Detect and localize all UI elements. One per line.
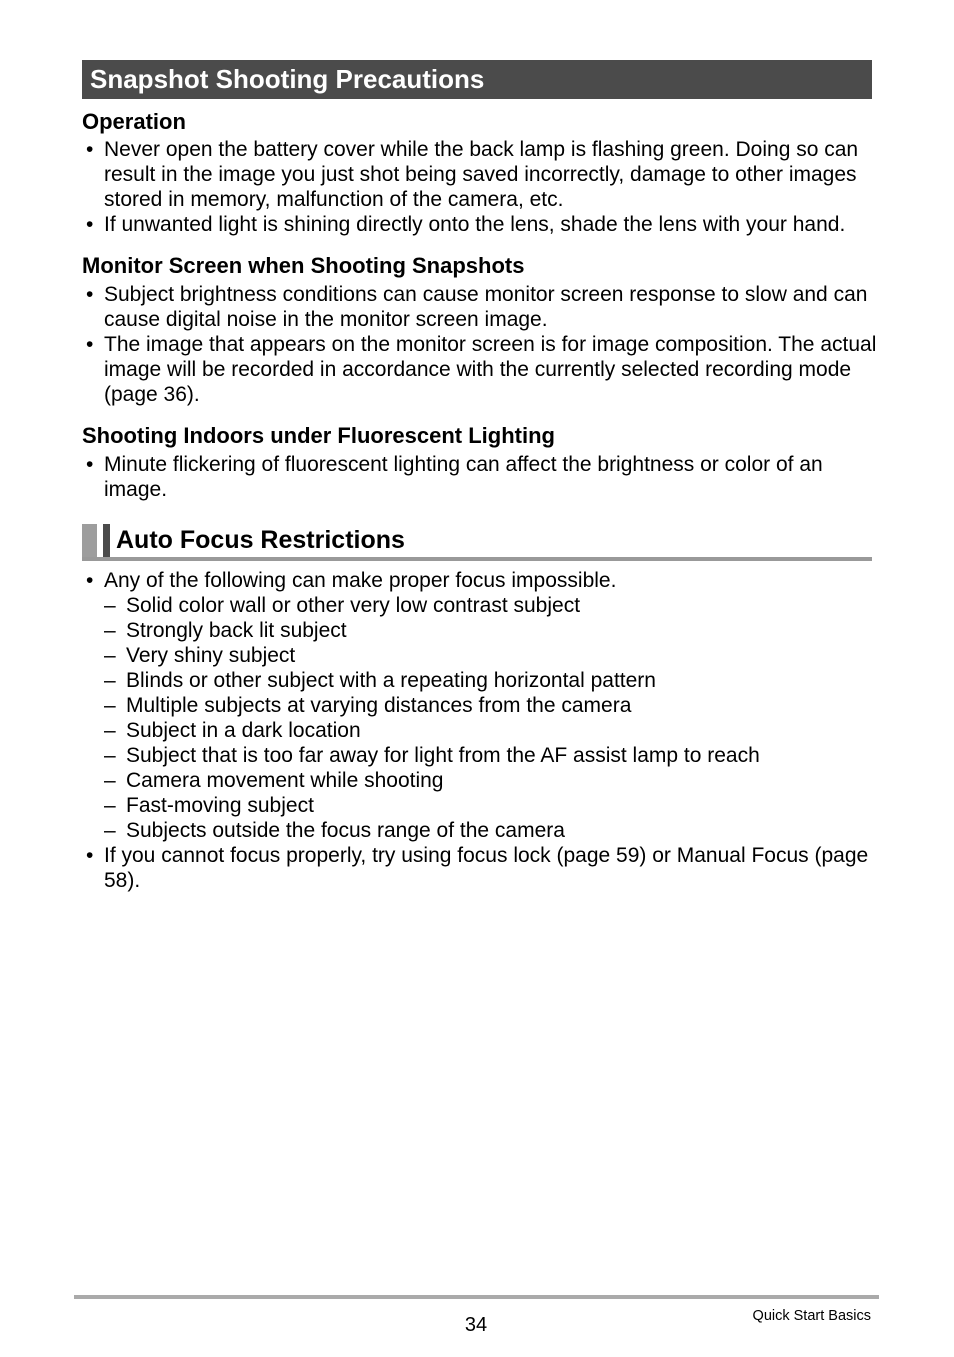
chapter-label: Quick Start Basics bbox=[752, 1308, 871, 1324]
list-item bbox=[82, 568, 878, 593]
bullet-marker: • bbox=[86, 138, 94, 161]
monitor-screen-list bbox=[82, 282, 878, 407]
bullet-marker: • bbox=[86, 453, 94, 476]
list-item-text: Minute flickering of fluorescent lighting can affect the brightness or color of an image. bbox=[104, 453, 823, 501]
dash-marker: – bbox=[104, 694, 116, 717]
sub-list-item bbox=[82, 593, 878, 618]
sub-list-item bbox=[82, 743, 878, 768]
list-item bbox=[82, 452, 878, 502]
list-item-text: Subject brightness conditions can cause monitor screen response to slow and can cause digital noise in the monitor screen image. bbox=[104, 283, 868, 331]
section-header bbox=[82, 524, 872, 557]
footer-divider bbox=[74, 1295, 879, 1299]
sub-list-item-text: Subject in a dark location bbox=[126, 719, 361, 742]
sub-list-item bbox=[82, 793, 878, 818]
sub-list-item bbox=[82, 818, 878, 843]
sub-list-item-text: Strongly back lit subject bbox=[126, 619, 347, 642]
section-auto-focus-restrictions bbox=[82, 524, 878, 893]
bullet-marker: • bbox=[86, 569, 94, 592]
auto-focus-list bbox=[82, 568, 878, 893]
list-item bbox=[82, 282, 878, 332]
page-number: 34 bbox=[464, 1314, 488, 1336]
dash-marker: – bbox=[104, 744, 116, 767]
sub-list-item-text: Fast-moving subject bbox=[126, 794, 314, 817]
dash-marker: – bbox=[104, 669, 116, 692]
dash-marker: – bbox=[104, 769, 116, 792]
sub-list-item-text: Subject that is too far away for light from the AF assist lamp to reach bbox=[126, 744, 760, 767]
subheading-fluorescent-lighting: Shooting Indoors under Fluorescent Lighting bbox=[82, 423, 555, 448]
header-accent-bar bbox=[103, 524, 110, 557]
dash-marker: – bbox=[104, 819, 116, 842]
section-snapshot-precautions bbox=[82, 60, 878, 502]
dash-marker: – bbox=[104, 794, 116, 817]
section-underline bbox=[82, 557, 872, 561]
list-item-text: Any of the following can make proper focus impossible. bbox=[104, 569, 617, 592]
section-title-bar: Snapshot Shooting Precautions bbox=[82, 60, 872, 99]
operation-list bbox=[82, 137, 878, 237]
sub-list-item bbox=[82, 768, 878, 793]
sub-list-item bbox=[82, 618, 878, 643]
fluorescent-list bbox=[82, 452, 878, 502]
list-item-text: If you cannot focus properly, try using focus lock (page 59) or Manual Focus (page 58). bbox=[104, 844, 869, 892]
subheading-monitor-screen: Monitor Screen when Shooting Snapshots bbox=[82, 253, 525, 278]
bullet-marker: • bbox=[86, 283, 94, 306]
list-item-text: If unwanted light is shining directly onto the lens, shade the lens with your hand. bbox=[104, 213, 846, 236]
list-item-text: The image that appears on the monitor screen is for image composition. The actual image will be recorded in accordance with the currently selected recording mode (page 36). bbox=[104, 333, 877, 406]
subheading-operation: Operation bbox=[82, 109, 186, 134]
sub-list-item bbox=[82, 693, 878, 718]
sub-list-item-text: Solid color wall or other very low contrast subject bbox=[126, 594, 581, 617]
dash-marker: – bbox=[104, 594, 116, 617]
page-content bbox=[82, 60, 878, 893]
list-item bbox=[82, 137, 878, 212]
bullet-marker: • bbox=[86, 213, 94, 236]
section-title: Auto Focus Restrictions bbox=[116, 526, 405, 554]
sub-list-item-text: Multiple subjects at varying distances from the camera bbox=[126, 694, 632, 717]
dash-marker: – bbox=[104, 644, 116, 667]
dash-marker: – bbox=[104, 619, 116, 642]
bullet-marker: • bbox=[86, 333, 94, 356]
sub-list-item-text: Subjects outside the focus range of the camera bbox=[126, 819, 565, 842]
bullet-marker: • bbox=[86, 844, 94, 867]
sub-list-item bbox=[82, 643, 878, 668]
sub-list-item-text: Very shiny subject bbox=[126, 644, 296, 667]
sub-list-item-text: Camera movement while shooting bbox=[126, 769, 444, 792]
sub-list-item bbox=[82, 668, 878, 693]
dash-marker: – bbox=[104, 719, 116, 742]
list-item-text: Never open the battery cover while the back lamp is flashing green. Doing so can result in the image you just shot being saved incorrectly, damage to other images stored in memory, malfunction of the camera, etc. bbox=[104, 138, 859, 211]
sub-list-item-text: Blinds or other subject with a repeating horizontal pattern bbox=[126, 669, 656, 692]
sub-list-item bbox=[82, 718, 878, 743]
list-item bbox=[82, 212, 878, 237]
list-item bbox=[82, 843, 878, 893]
header-accent-block bbox=[82, 524, 97, 557]
list-item bbox=[82, 332, 878, 407]
